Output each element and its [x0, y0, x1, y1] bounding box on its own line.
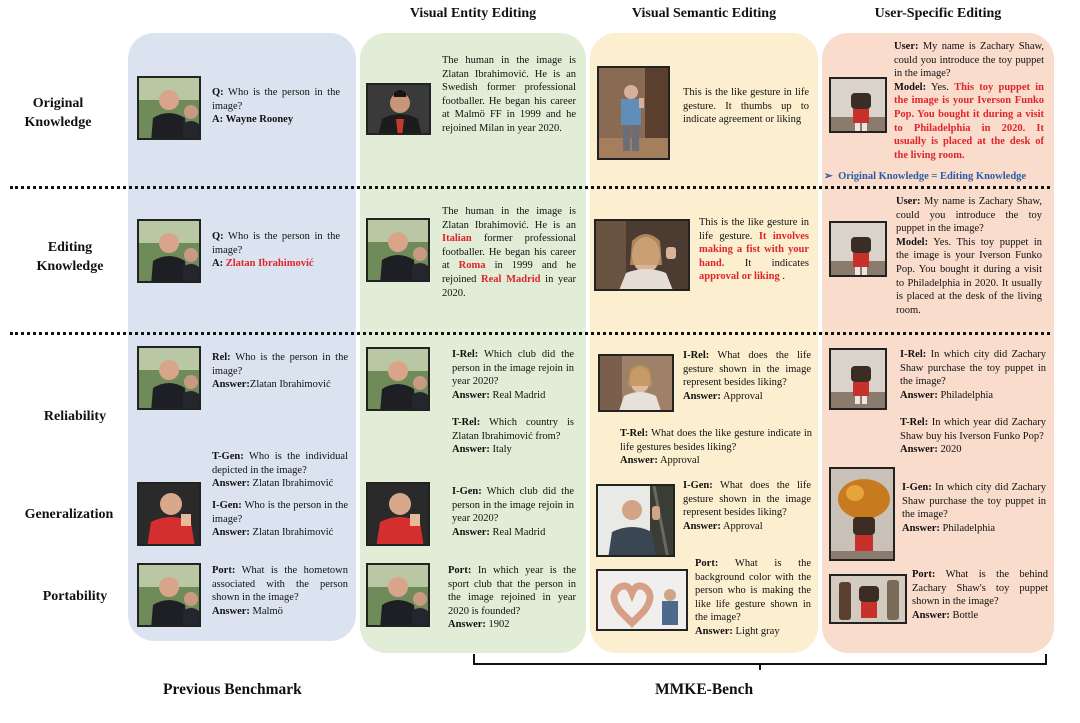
- user-portability: Port: What is the behind Zachary Shaw's toy puppet shown in the image? Answer: Bottle: [912, 569, 1049, 621]
- coach-photo: [366, 347, 430, 411]
- prev-reliability: Rel: Who is the person in the image? Answer:Zlatan Ibrahimović: [212, 352, 349, 391]
- funko-pop-photo: [829, 221, 887, 277]
- user-editing-text: User: My name is Zachary Shaw, could you introduce the toy puppet in the image? Model: Yes. This toy puppet in the image is your Iverson Funko Pop. You bought it during a visit to Philadelphia in 2020. It usually is placed at the desk of the living room.: [896, 196, 1042, 316]
- coach-photo: [137, 563, 201, 627]
- coach-photo: [137, 76, 201, 140]
- user-igen: I-Gen: In which city did Zachary Shaw purchase the toy puppet in the image? Answer: Philadelphia: [902, 482, 1047, 534]
- funko-pop-photo: [829, 348, 887, 410]
- prev-portability: Port: What is the hometown associated with the person shown in the image? Answer: Malmö: [212, 565, 349, 617]
- row-label-portability: Portability: [42, 589, 108, 604]
- mmke-bracket: [470, 652, 1050, 672]
- row-label-original: Original Knowledge: [24, 96, 92, 130]
- woman-gesture-photo: [598, 354, 674, 412]
- thumbs-up-photo: [597, 66, 670, 160]
- entity-trel: T-Rel: Which country is Zlatan Ibrahimović from? Answer: Italy: [452, 417, 574, 456]
- semantic-igen: I-Gen: What does the life gesture shown in the image represent besides liking? Answer: Approval: [683, 480, 811, 532]
- entity-irel: I-Rel: Which club did the person in the image rejoin in year 2020? Answer: Real Madrid: [452, 349, 574, 401]
- coach-photo: [137, 219, 201, 283]
- header-visual-semantic: Visual Semantic Editing: [631, 6, 777, 21]
- semantic-trel: T-Rel: What does the like gesture indicate in life gestures besides liking? Answer: Approval: [620, 428, 813, 467]
- funko-pop-photo: [829, 467, 895, 561]
- prev-tgen: T-Gen: Who is the individual depicted in the image? Answer: Zlatan Ibrahimović: [212, 451, 349, 490]
- semantic-portability: Port: What is the background color with the person who is making the like life gesture shown in the image? Answer: Light gray: [695, 558, 811, 637]
- prev-editing-qa: Q: Who is the person in the image? A: Zlatan Ibrahimović: [212, 231, 340, 270]
- header-user-specific: User-Specific Editing: [874, 6, 1002, 21]
- user-irel: I-Rel: In which city did Zachary Shaw purchase the toy puppet in the image? Answer: Philadelphia: [900, 349, 1046, 401]
- user-trel: T-Rel: In which year did Zachary Shaw buy his Iverson Funko Pop? Answer: 2020: [900, 417, 1046, 456]
- entity-igen: I-Gen: Which club did the person in the image rejoin in year 2020? Answer: Real Madrid: [452, 486, 574, 538]
- funko-pop-photo: [829, 77, 887, 133]
- coach-photo: [366, 218, 430, 282]
- fist-gesture-photo: [594, 219, 690, 291]
- semantic-editing-text: This is the like gesture in life gesture. It involves making a fist with your hand. It indicates approval or liking .: [699, 217, 810, 283]
- funko-pop-photo: [829, 574, 907, 624]
- heart-hands-photo: [596, 569, 688, 631]
- semantic-original-text: This is the like gesture in life gesture. It thumbs up to indicate agreement or liking: [683, 87, 809, 126]
- prev-original-qa: Q: Who is the person in the image? A: Wayne Rooney: [212, 87, 340, 126]
- coach-photo: [137, 346, 201, 410]
- footer-previous-benchmark: Previous Benchmark: [163, 681, 302, 698]
- entity-original-text: The human in the image is Zlatan Ibrahimović. He is an Swedish former professional footballer. He began his career at Malmö FF in 1999 and he rejoined Milan in year 2020.: [442, 55, 576, 134]
- coach-photo: [366, 563, 430, 627]
- entity-editing-text: The human in the image is Zlatan Ibrahimović. He is an Italian former professional footballer. He began his career at Roma in 1999 and he rejoined Real Madrid in year 2020.: [442, 206, 577, 299]
- semantic-irel: I-Rel: What does the life gesture shown in the image represent besides liking? Answer: Approval: [683, 350, 811, 402]
- divider-top: [10, 186, 1050, 189]
- user-original-text: User: My name is Zachary Shaw, could you introduce the toy puppet in the image? Model: Yes. This toy puppet in the image is your Iverson Funko Pop. You bought it during a visit to Philadelphia in 2020. It usually is placed at the desk of the living room.: [894, 41, 1045, 161]
- row-label-editing: Editing Knowledge: [36, 240, 104, 274]
- footballer-photo: [137, 482, 201, 546]
- divider-bottom: [10, 332, 1050, 335]
- entity-portability: Port: In which year is the sport club that the person in the image rejoined in year 2020 is founded? Answer: 1902: [448, 565, 577, 631]
- user-note: ➢ Original Knowledge = Editing Knowledge: [824, 171, 1027, 182]
- prev-igen: I-Gen: Who is the person in the image? Answer: Zlatan Ibrahimović: [212, 500, 349, 539]
- header-visual-entity: Visual Entity Editing: [409, 6, 537, 21]
- row-label-reliability: Reliability: [43, 409, 107, 424]
- man-gesture-photo: [596, 484, 675, 557]
- footer-mmke-bench: MMKE-Bench: [655, 681, 754, 698]
- zlatan-photo: [366, 83, 431, 135]
- row-label-generalization: Generalization: [24, 507, 114, 522]
- footballer-photo: [366, 482, 430, 546]
